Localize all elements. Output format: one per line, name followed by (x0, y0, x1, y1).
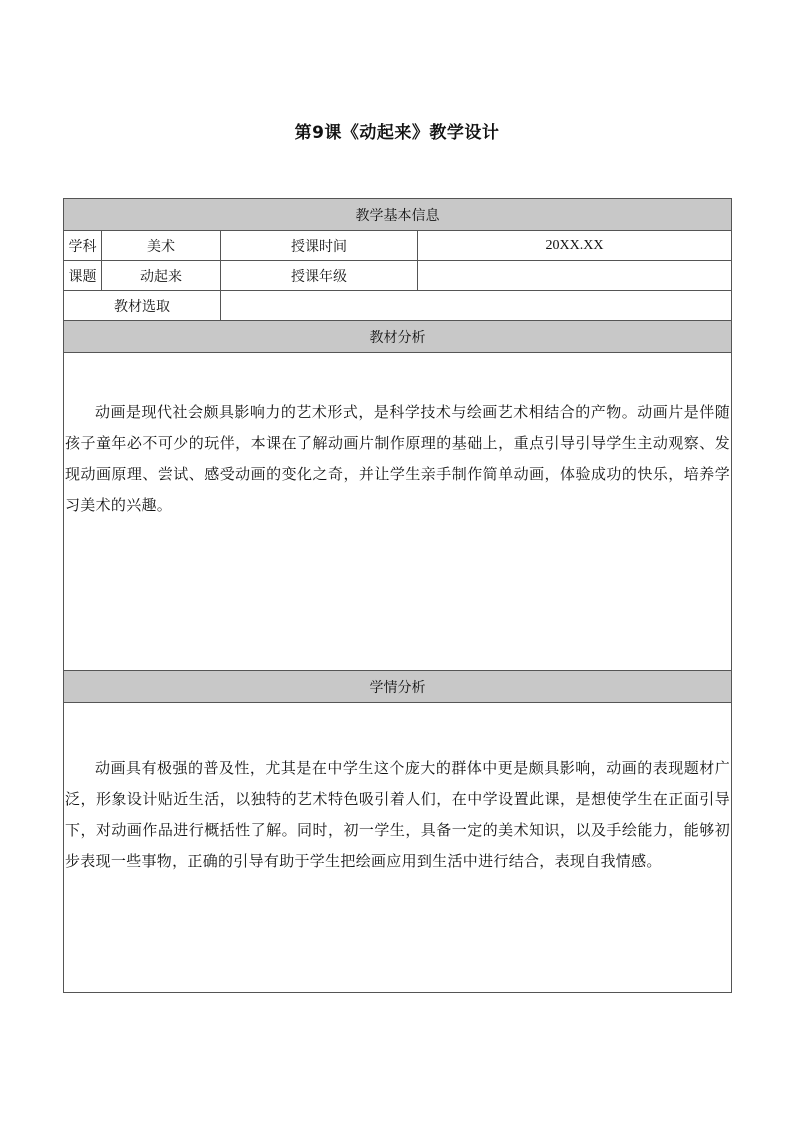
grade-label: 授课年级 (221, 261, 418, 291)
material-label: 教材选取 (64, 291, 221, 321)
topic-value: 动起来 (102, 261, 221, 291)
material-row (64, 291, 732, 321)
student-analysis-text: 动画具有极强的普及性，尤其是在中学生这个庞大的群体中更是颇具影响，动画的表现题材广泛，形象设计贴近生活，以独特的艺术特色吸引着人们，在中学设置此课，是想使学生在正面引导下，对动画作品进行概括性了解。同时，初一学生，具备一定的美术知识，以及手绘能力，能够初步表现一些事物，正确的引导有助于学生把绘画应用到生活中进行结合，表现自我情感。 (65, 759, 730, 870)
topic-row (64, 261, 732, 291)
material-value (221, 291, 732, 321)
textbook-analysis-cell (64, 353, 732, 671)
time-value: 20XX.XX (418, 231, 732, 261)
grade-value (418, 261, 732, 291)
lesson-plan-table (63, 198, 732, 993)
subject-value: 美术 (102, 231, 221, 261)
subject-label: 学科 (64, 231, 102, 261)
textbook-analysis-row (64, 353, 732, 671)
textbook-analysis-text: 动画是现代社会颇具影响力的艺术形式，是科学技术与绘画艺术相结合的产物。动画片是伴随孩子童年必不可少的玩伴，本课在了解动画片制作原理的基础上，重点引导引导学生主动观察、发现动画原理、尝试、感受动画的变化之奇，并让学生亲手制作简单动画，体验成功的快乐，培养学习美术的兴趣。 (65, 403, 730, 514)
student-analysis-header: 学情分析 (64, 671, 732, 703)
student-analysis-row (64, 703, 732, 993)
textbook-analysis-header: 教材分析 (64, 321, 732, 353)
time-label: 授课时间 (221, 231, 418, 261)
basic-info-header: 教学基本信息 (64, 199, 732, 231)
textbook-analysis-header-row (64, 321, 732, 353)
topic-label: 课题 (64, 261, 102, 291)
student-analysis-cell (64, 703, 732, 993)
student-analysis-header-row (64, 671, 732, 703)
document-title: 第9课《动起来》教学设计 (294, 123, 500, 143)
basic-info-header-row (64, 199, 732, 231)
subject-row (64, 231, 732, 261)
